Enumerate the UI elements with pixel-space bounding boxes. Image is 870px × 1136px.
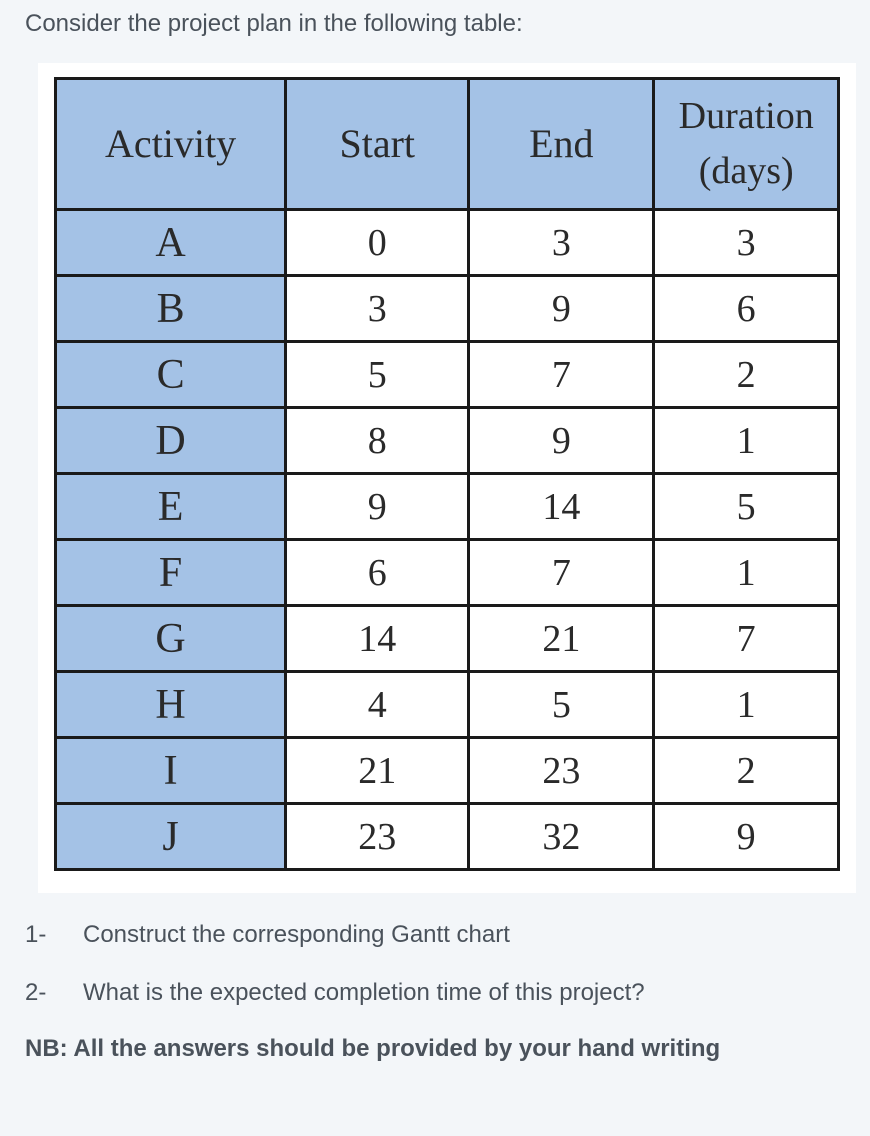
cell-duration: 7 xyxy=(654,606,839,672)
cell-duration: 3 xyxy=(654,210,839,276)
cell-end: 21 xyxy=(469,606,654,672)
table-row xyxy=(56,540,839,606)
cell-duration: 5 xyxy=(654,474,839,540)
cell-activity: G xyxy=(56,606,286,672)
cell-end: 9 xyxy=(469,408,654,474)
header-duration-line2: (days) xyxy=(698,150,794,192)
cell-start: 0 xyxy=(286,210,469,276)
cell-activity: I xyxy=(56,738,286,804)
cell-duration: 1 xyxy=(654,672,839,738)
project-plan-table xyxy=(54,77,840,871)
cell-activity: E xyxy=(56,474,286,540)
cell-activity: B xyxy=(56,276,286,342)
cell-start: 6 xyxy=(286,540,469,606)
cell-end: 14 xyxy=(469,474,654,540)
cell-duration: 6 xyxy=(654,276,839,342)
table-image xyxy=(38,63,856,893)
cell-duration: 2 xyxy=(654,738,839,804)
cell-activity: C xyxy=(56,342,286,408)
header-duration-line1: Duration xyxy=(678,94,814,137)
cell-start: 5 xyxy=(286,342,469,408)
question-text: What is the expected completion time of this project? xyxy=(83,979,645,1006)
cell-duration: 2 xyxy=(654,342,839,408)
cell-end: 9 xyxy=(469,276,654,342)
cell-start: 23 xyxy=(286,804,469,870)
cell-start: 9 xyxy=(286,474,469,540)
table-row xyxy=(56,804,839,870)
questions-list xyxy=(25,920,855,1064)
intro-text: Consider the project plan in the following table: xyxy=(25,10,523,37)
cell-duration: 9 xyxy=(654,804,839,870)
table-row xyxy=(56,210,839,276)
cell-activity: A xyxy=(56,210,286,276)
cell-start: 8 xyxy=(286,408,469,474)
header-end: End xyxy=(469,79,654,210)
question-item xyxy=(25,978,855,1008)
question-number: 1- xyxy=(25,921,47,948)
table-row xyxy=(56,738,839,804)
cell-end: 23 xyxy=(469,738,654,804)
cell-duration: 1 xyxy=(654,540,839,606)
table-row xyxy=(56,672,839,738)
cell-start: 3 xyxy=(286,276,469,342)
table-row xyxy=(56,342,839,408)
cell-activity: F xyxy=(56,540,286,606)
cell-duration: 1 xyxy=(654,408,839,474)
table-row xyxy=(56,474,839,540)
cell-end: 3 xyxy=(469,210,654,276)
header-duration xyxy=(654,79,839,210)
question-item xyxy=(25,920,855,950)
header-activity: Activity xyxy=(56,79,286,210)
header-start: Start xyxy=(286,79,469,210)
cell-end: 32 xyxy=(469,804,654,870)
cell-activity: D xyxy=(56,408,286,474)
note-text: NB: All the answers should be provided by your hand writing xyxy=(25,1035,721,1062)
question-text: Construct the corresponding Gantt chart xyxy=(83,921,510,948)
cell-end: 7 xyxy=(469,342,654,408)
cell-end: 7 xyxy=(469,540,654,606)
table-row xyxy=(56,606,839,672)
cell-start: 21 xyxy=(286,738,469,804)
cell-activity: H xyxy=(56,672,286,738)
cell-activity: J xyxy=(56,804,286,870)
table-row xyxy=(56,408,839,474)
cell-end: 5 xyxy=(469,672,654,738)
table-row xyxy=(56,276,839,342)
cell-start: 14 xyxy=(286,606,469,672)
question-number: 2- xyxy=(25,979,47,1006)
table-header-row xyxy=(56,79,839,210)
cell-start: 4 xyxy=(286,672,469,738)
